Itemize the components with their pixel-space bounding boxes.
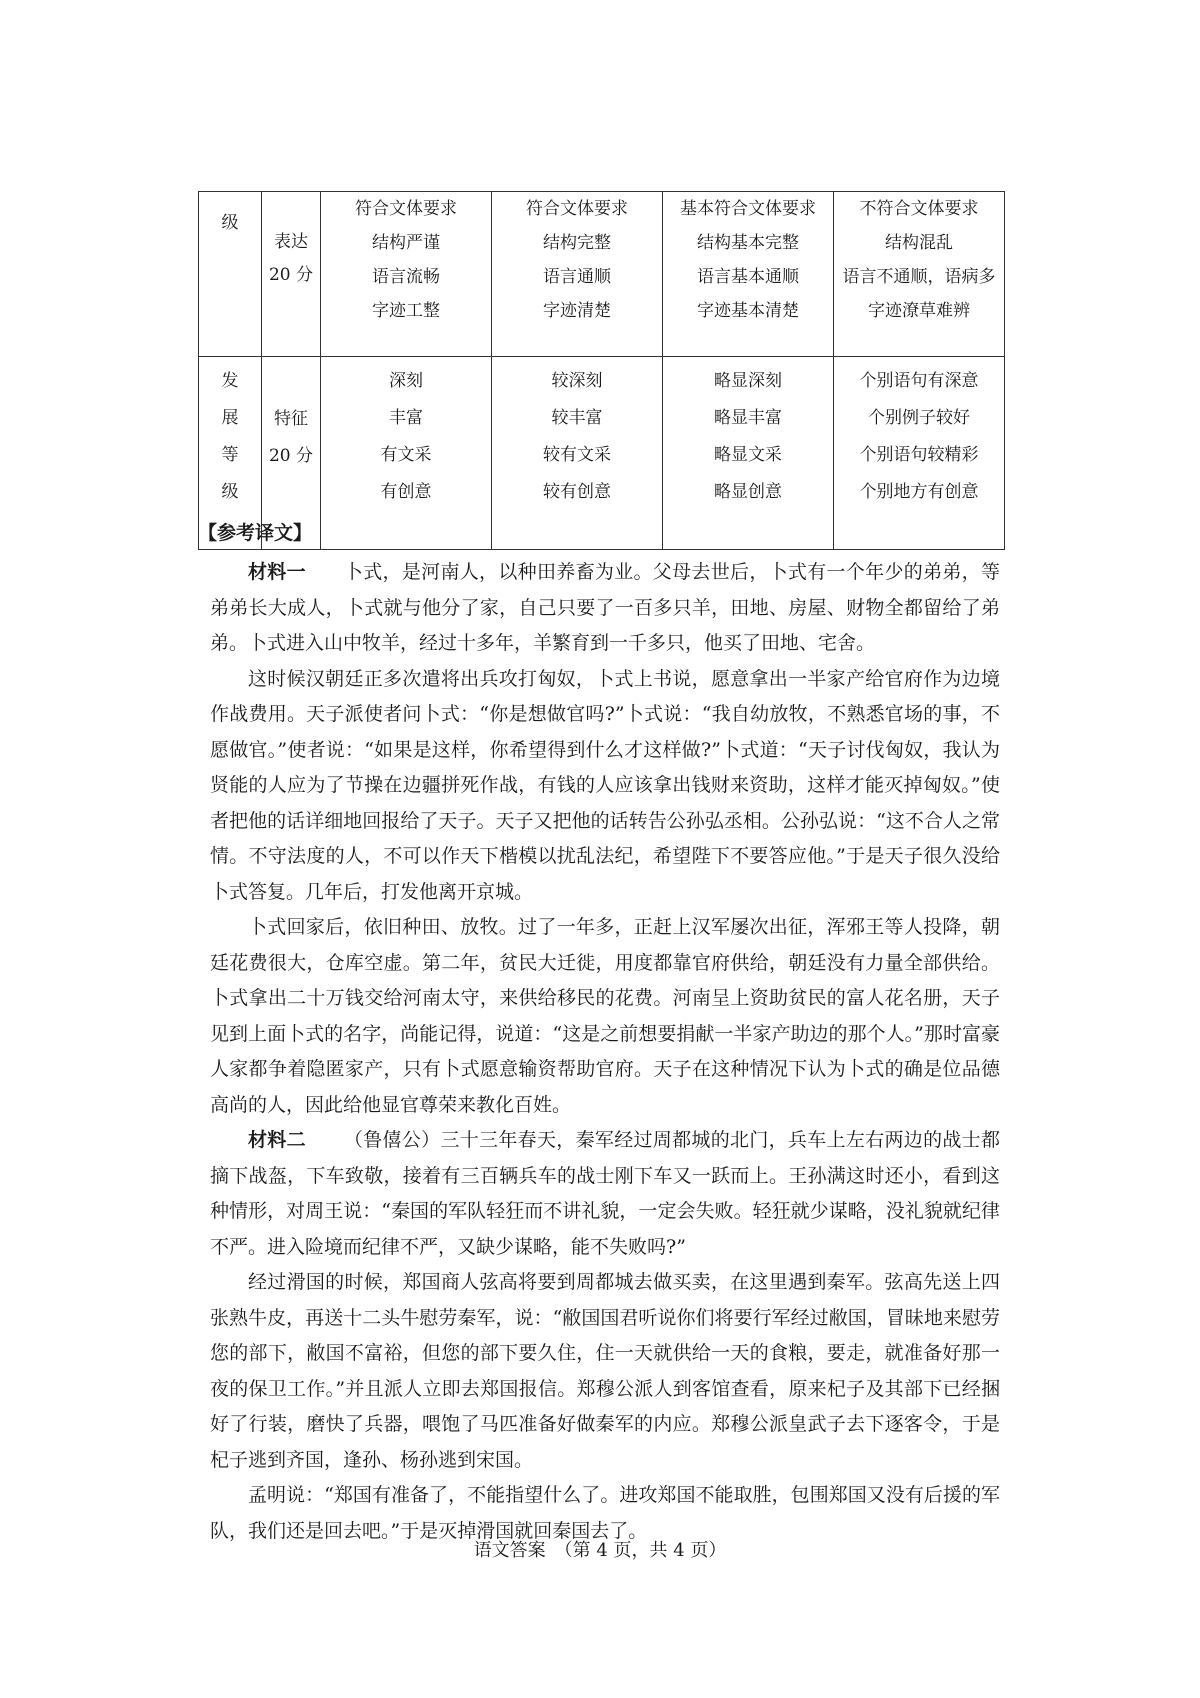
criterion-text: 有创意 [380, 482, 432, 502]
criterion-text: 语言基本通顺 [697, 267, 799, 287]
paragraph: 卜式回家后，依旧种田、放牧。过了一年多，正赶上汉军屡次出征，浑邪王等人投降，朝廷花费很大，仓库空虚。第二年，贫民大迁徙，用度都靠官府供给，朝廷没有力量全部供给。卜式拿出二十万钱交给河南太守，来供给移民的花费。河南呈上资助贫民的富人花名册，天子见到上面卜式的名字，尚能记得，说道：“这是之前想要捐献一半家产助边的那个人。”那时富豪人家都争着隐匿家产，只有卜式愿意输资帮助官府。天子在这种情况下认为卜式的确是位品德高尚的人，因此给他显官尊荣来教化百姓。 [210, 916, 1000, 1116]
grade-cell-4 [834, 192, 1005, 357]
criterion-text: 结构混乱 [885, 233, 953, 253]
paragraph: 孟明说：“郑国有准备了，不能指望什么了。进攻郑国不能取胜，包围郑国又没有后援的军队，我们还是回去吧。”于是灭掉滑国就回秦国去了。 [210, 1484, 1000, 1542]
grade-cell-4 [834, 357, 1005, 550]
paragraph [210, 1123, 1000, 1265]
section-title: 【参考译文】 [198, 522, 313, 544]
page-footer: 语文答案 （第 4 页，共 4 页） [473, 1540, 727, 1561]
criterion-text: 丰富 [389, 408, 423, 428]
dimension-points: 20 分 [268, 446, 314, 466]
level-text: 级 [221, 482, 239, 502]
rubric-row-expression [199, 192, 1005, 357]
grade-cell-1 [321, 192, 492, 357]
scoring-rubric-table [198, 191, 1005, 550]
criterion-text: 结构基本完整 [697, 233, 799, 253]
criterion-text: 个别语句有深意 [859, 371, 979, 391]
criterion-text: 较有文采 [543, 445, 611, 465]
paragraph-text: （鲁僖公）三十三年春天，秦军经过周都城的北门，兵车上左右两边的战士都摘下战盔，下车致敬，接着有三百辆兵车的战士刚下车又一跃而上。王孙满这时还小，看到这种情形，对周王说：“秦国的军队轻狂而不讲礼貌，一定会失败。轻狂就少谋略，没礼貌就纪律不严。进入险境而纪律不严，又缺少谋略，能不失败吗?” [210, 1129, 1000, 1258]
grade-cell-2 [492, 357, 663, 550]
criterion-text: 有文采 [380, 445, 432, 465]
grade-cell-3 [663, 192, 834, 357]
criterion-text: 深刻 [389, 371, 423, 391]
dimension-points: 20 分 [268, 265, 314, 285]
material-label: 材料一 [248, 561, 306, 583]
level-text: 级 [221, 213, 239, 233]
criterion-text: 较有创意 [543, 482, 611, 502]
criterion-text: 字迹基本清楚 [697, 301, 799, 321]
paragraph [210, 555, 1000, 662]
grade-cell-1 [321, 357, 492, 550]
criterion-text: 略显文采 [714, 445, 782, 465]
paragraph: 经过滑国的时候，郑国商人弦高将要到周都城去做买卖，在这里遇到秦军。弦高先送上四张熟牛皮，再送十二头牛慰劳秦军，说：“敝国国君听说你们将要行军经过敝国，冒昧地来慰劳您的部下，敝国不富裕，但您的部下要久住，住一天就供给一天的食粮，要走，就准备好那一夜的保卫工作。”并且派人立即去郑国报信。郑穆公派人到客馆查看，原来杞子及其部下已经捆好了行装，磨快了兵器，喂饱了马匹准备好做秦军的内应。郑穆公派皇武子去下逐客令，于是杞子逃到齐国，逢孙、杨孙逃到宋国。 [210, 1271, 1000, 1471]
criterion-text: 略显深刻 [714, 371, 782, 391]
dimension-cell [262, 192, 321, 357]
criterion-text: 语言不通顺，语病多 [842, 267, 996, 287]
material-label: 材料二 [248, 1129, 306, 1151]
level-text: 展 [221, 408, 239, 428]
criterion-text: 基本符合文体要求 [680, 199, 816, 219]
dimension-name: 表达 [274, 232, 308, 252]
criterion-text: 符合文体要求 [355, 199, 457, 219]
criterion-text: 较丰富 [551, 408, 603, 428]
criterion-text: 字迹清楚 [543, 301, 611, 321]
criterion-text: 语言通顺 [543, 267, 611, 287]
translation-body [210, 555, 1000, 1549]
criterion-text: 结构完整 [543, 233, 611, 253]
paragraph: 这时候汉朝廷正多次遣将出兵攻打匈奴，卜式上书说，愿意拿出一半家产给官府作为边境作战费用。天子派使者问卜式：“你是想做官吗?”卜式说：“我自幼放牧，不熟悉官场的事，不愿做官。”使者说：“如果是这样，你希望得到什么才这样做?”卜式道：“天子讨伐匈奴，我认为贤能的人应为了节操在边疆拼死作战，有钱的人应该拿出钱财来资助，这样才能灭掉匈奴。”使者把他的话详细地回报给了天子。天子又把他的话转告公孙弘丞相。公孙弘说：“这不合人之常情。不守法度的人，不可以作天下楷模以扰乱法纪，希望陛下不要答应他。”于是天子很久没给卜式答复。几年后，打发他离开京城。 [210, 667, 1000, 903]
level-text: 等 [221, 445, 239, 465]
criterion-text: 较深刻 [551, 371, 603, 391]
rubric-row-features [199, 357, 1005, 550]
dimension-name: 特征 [274, 409, 308, 429]
criterion-text: 个别例子较好 [868, 408, 970, 428]
level-cell [199, 192, 262, 357]
criterion-text: 字迹工整 [372, 301, 440, 321]
criterion-text: 字迹潦草难辨 [868, 301, 970, 321]
paragraph-text: 卜式，是河南人，以种田养畜为业。父母去世后，卜式有一个年少的弟弟，等弟弟长大成人，卜式就与他分了家，自己只要了一百多只羊，田地、房屋、财物全都留给了弟弟。卜式进入山中牧羊，经过十多年，羊繁育到一千多只，他买了田地、宅舍。 [210, 561, 1000, 654]
criterion-text: 个别语句较精彩 [859, 445, 979, 465]
grade-cell-3 [663, 357, 834, 550]
criterion-text: 不符合文体要求 [859, 199, 979, 219]
level-text: 发 [221, 371, 239, 391]
criterion-text: 符合文体要求 [526, 199, 628, 219]
criterion-text: 结构严谨 [372, 233, 440, 253]
criterion-text: 个别地方有创意 [859, 482, 979, 502]
criterion-text: 略显创意 [714, 482, 782, 502]
criterion-text: 语言流畅 [372, 267, 440, 287]
criterion-text: 略显丰富 [714, 408, 782, 428]
grade-cell-2 [492, 192, 663, 357]
